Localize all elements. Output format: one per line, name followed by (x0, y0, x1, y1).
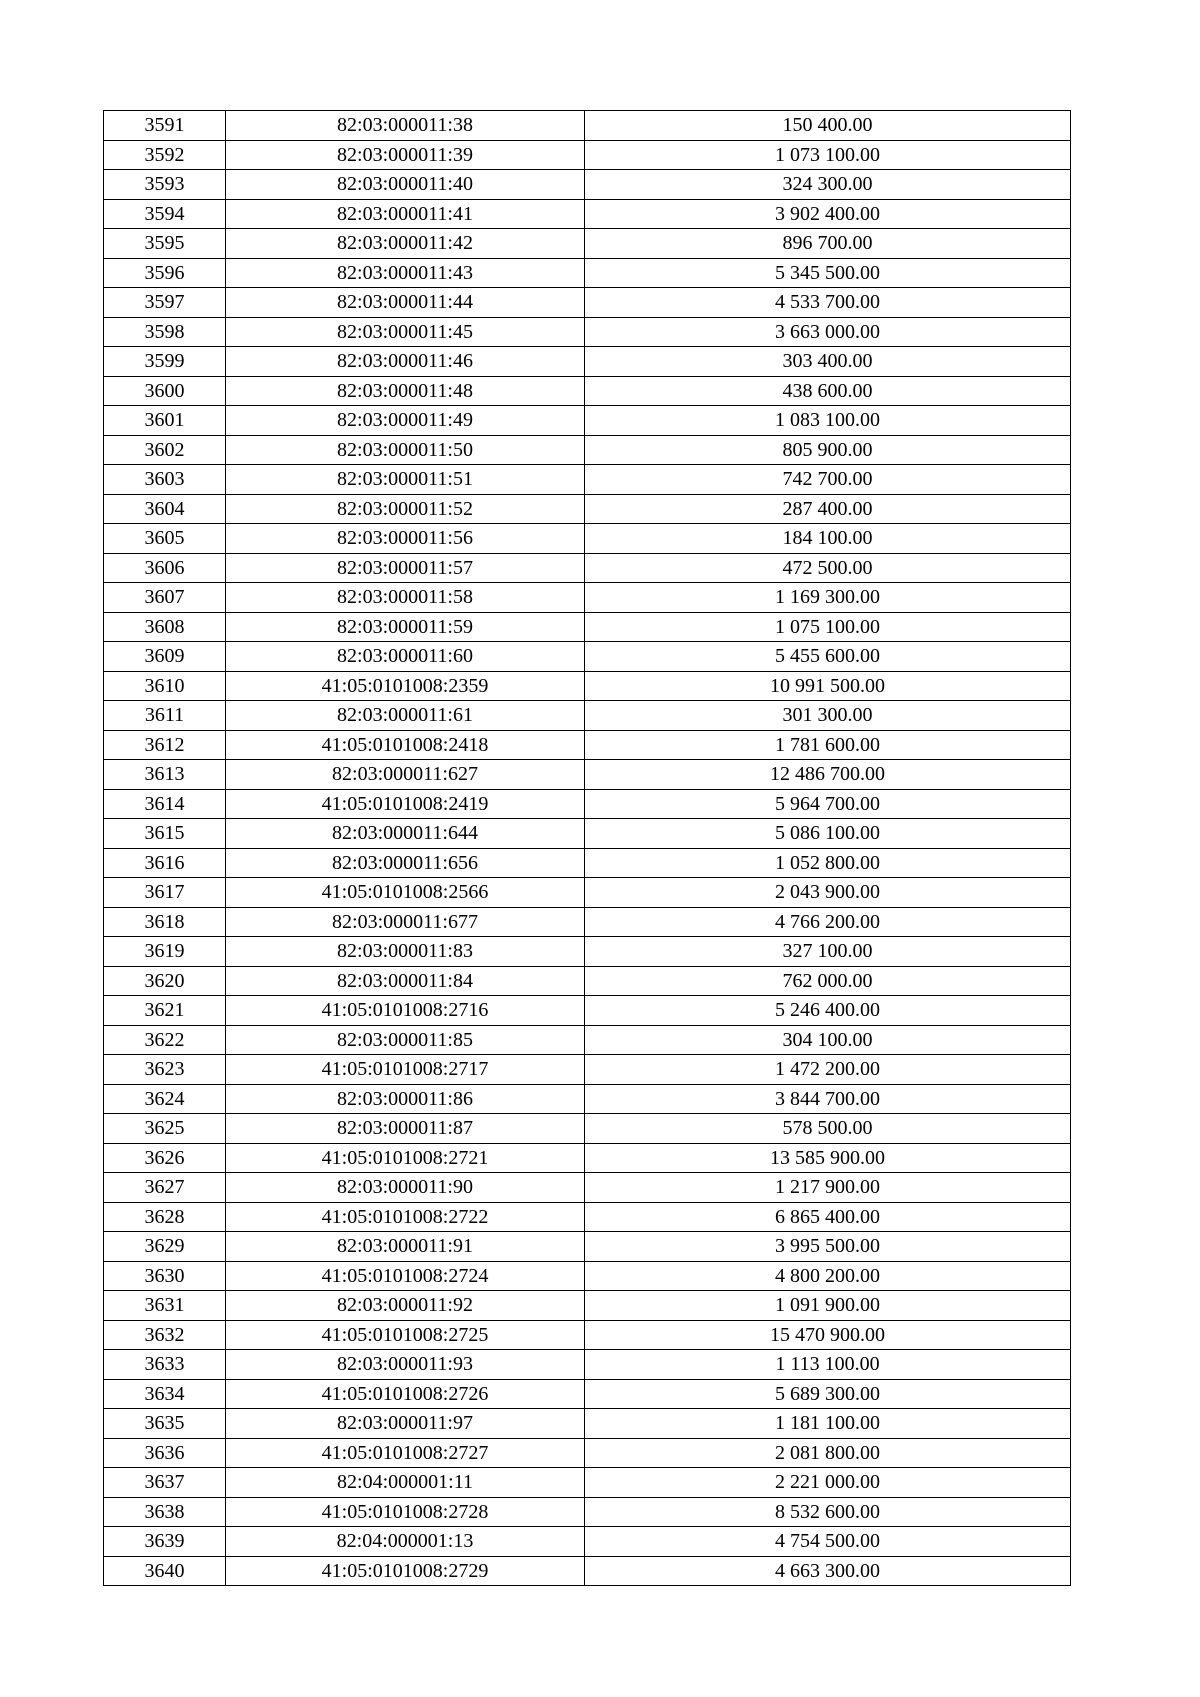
table-row (104, 1468, 1071, 1498)
row-number-cell: 3622 (104, 1025, 226, 1055)
table-row (104, 907, 1071, 937)
row-number-cell: 3599 (104, 347, 226, 377)
table-row (104, 1379, 1071, 1409)
cadastral-number-cell: 82:03:000011:627 (226, 760, 585, 790)
table-row (104, 819, 1071, 849)
cadastral-value-cell: 4 754 500.00 (585, 1527, 1071, 1557)
cadastral-value-cell: 438 600.00 (585, 376, 1071, 406)
row-number-cell: 3639 (104, 1527, 226, 1557)
cadastral-number-cell: 82:03:000011:60 (226, 642, 585, 672)
row-number-cell: 3631 (104, 1291, 226, 1321)
cadastral-number-cell: 82:03:000011:57 (226, 553, 585, 583)
row-number-cell: 3606 (104, 553, 226, 583)
table-row (104, 347, 1071, 377)
table-body (104, 111, 1071, 1586)
row-number-cell: 3630 (104, 1261, 226, 1291)
cadastral-value-cell: 184 100.00 (585, 524, 1071, 554)
table-row (104, 1438, 1071, 1468)
table-row (104, 730, 1071, 760)
cadastral-value-cell: 13 585 900.00 (585, 1143, 1071, 1173)
table-row (104, 612, 1071, 642)
cadastral-number-cell: 41:05:0101008:2727 (226, 1438, 585, 1468)
cadastral-value-cell: 5 246 400.00 (585, 996, 1071, 1026)
cadastral-number-cell: 82:03:000011:92 (226, 1291, 585, 1321)
cadastral-value-cell: 5 345 500.00 (585, 258, 1071, 288)
table-row (104, 494, 1071, 524)
cadastral-value-cell: 5 689 300.00 (585, 1379, 1071, 1409)
cadastral-number-cell: 82:03:000011:46 (226, 347, 585, 377)
cadastral-value-cell: 3 844 700.00 (585, 1084, 1071, 1114)
row-number-cell: 3592 (104, 140, 226, 170)
row-number-cell: 3609 (104, 642, 226, 672)
cadastral-value-cell: 2 221 000.00 (585, 1468, 1071, 1498)
cadastral-value-cell: 1 052 800.00 (585, 848, 1071, 878)
row-number-cell: 3633 (104, 1350, 226, 1380)
cadastral-number-cell: 82:03:000011:39 (226, 140, 585, 170)
cadastral-number-cell: 82:03:000011:45 (226, 317, 585, 347)
table-row (104, 996, 1071, 1026)
row-number-cell: 3636 (104, 1438, 226, 1468)
cadastral-value-cell: 2 081 800.00 (585, 1438, 1071, 1468)
table-row (104, 1055, 1071, 1085)
row-number-cell: 3598 (104, 317, 226, 347)
cadastral-number-cell: 82:03:000011:48 (226, 376, 585, 406)
table-row (104, 199, 1071, 229)
cadastral-value-cell: 1 181 100.00 (585, 1409, 1071, 1439)
row-number-cell: 3604 (104, 494, 226, 524)
table-row (104, 317, 1071, 347)
table-row (104, 878, 1071, 908)
cadastral-value-cell: 805 900.00 (585, 435, 1071, 465)
table-row (104, 524, 1071, 554)
row-number-cell: 3595 (104, 229, 226, 259)
row-number-cell: 3621 (104, 996, 226, 1026)
row-number-cell: 3638 (104, 1497, 226, 1527)
table-row (104, 1084, 1071, 1114)
table-row (104, 140, 1071, 170)
row-number-cell: 3594 (104, 199, 226, 229)
cadastral-number-cell: 82:03:000011:58 (226, 583, 585, 613)
cadastral-number-cell: 82:03:000011:644 (226, 819, 585, 849)
row-number-cell: 3611 (104, 701, 226, 731)
cadastral-value-cell: 15 470 900.00 (585, 1320, 1071, 1350)
cadastral-number-cell: 82:03:000011:49 (226, 406, 585, 436)
cadastral-number-cell: 41:05:0101008:2728 (226, 1497, 585, 1527)
row-number-cell: 3632 (104, 1320, 226, 1350)
row-number-cell: 3603 (104, 465, 226, 495)
cadastral-number-cell: 41:05:0101008:2418 (226, 730, 585, 760)
table-row (104, 937, 1071, 967)
cadastral-value-cell: 150 400.00 (585, 111, 1071, 141)
cadastral-value-cell: 327 100.00 (585, 937, 1071, 967)
cadastral-value-cell: 304 100.00 (585, 1025, 1071, 1055)
table-row (104, 258, 1071, 288)
row-number-cell: 3628 (104, 1202, 226, 1232)
table-row (104, 553, 1071, 583)
table-row (104, 435, 1071, 465)
cadastral-number-cell: 82:03:000011:85 (226, 1025, 585, 1055)
cadastral-number-cell: 82:03:000011:677 (226, 907, 585, 937)
cadastral-value-cell: 1 075 100.00 (585, 612, 1071, 642)
cadastral-value-cell: 1 073 100.00 (585, 140, 1071, 170)
row-number-cell: 3635 (104, 1409, 226, 1439)
table-row (104, 1025, 1071, 1055)
cadastral-value-cell: 5 455 600.00 (585, 642, 1071, 672)
cadastral-value-cell: 10 991 500.00 (585, 671, 1071, 701)
cadastral-number-cell: 82:03:000011:51 (226, 465, 585, 495)
table-row (104, 465, 1071, 495)
cadastral-number-cell: 82:03:000011:90 (226, 1173, 585, 1203)
cadastral-value-cell: 2 043 900.00 (585, 878, 1071, 908)
row-number-cell: 3596 (104, 258, 226, 288)
cadastral-value-cell: 4 533 700.00 (585, 288, 1071, 318)
cadastral-number-cell: 82:03:000011:52 (226, 494, 585, 524)
cadastral-value-cell: 1 083 100.00 (585, 406, 1071, 436)
row-number-cell: 3640 (104, 1556, 226, 1586)
cadastral-value-cell: 742 700.00 (585, 465, 1071, 495)
cadastral-number-cell: 82:03:000011:59 (226, 612, 585, 642)
row-number-cell: 3607 (104, 583, 226, 613)
cadastral-number-cell: 41:05:0101008:2729 (226, 1556, 585, 1586)
cadastral-number-cell: 82:04:000001:11 (226, 1468, 585, 1498)
table-row (104, 1409, 1071, 1439)
table-row (104, 288, 1071, 318)
table-row (104, 848, 1071, 878)
row-number-cell: 3626 (104, 1143, 226, 1173)
cadastral-value-cell: 3 663 000.00 (585, 317, 1071, 347)
cadastral-number-cell: 82:03:000011:86 (226, 1084, 585, 1114)
cadastral-number-cell: 82:03:000011:61 (226, 701, 585, 731)
cadastral-number-cell: 41:05:0101008:2726 (226, 1379, 585, 1409)
row-number-cell: 3629 (104, 1232, 226, 1262)
row-number-cell: 3591 (104, 111, 226, 141)
cadastral-number-cell: 82:03:000011:56 (226, 524, 585, 554)
row-number-cell: 3605 (104, 524, 226, 554)
table-row (104, 1114, 1071, 1144)
cadastral-number-cell: 82:03:000011:87 (226, 1114, 585, 1144)
row-number-cell: 3620 (104, 966, 226, 996)
cadastral-number-cell: 82:03:000011:40 (226, 170, 585, 200)
row-number-cell: 3627 (104, 1173, 226, 1203)
cadastral-value-cell: 3 902 400.00 (585, 199, 1071, 229)
cadastral-number-cell: 82:03:000011:41 (226, 199, 585, 229)
row-number-cell: 3593 (104, 170, 226, 200)
table-row (104, 170, 1071, 200)
table-row (104, 1527, 1071, 1557)
cadastral-number-cell: 82:03:000011:84 (226, 966, 585, 996)
table-row (104, 111, 1071, 141)
cadastral-number-cell: 82:03:000011:44 (226, 288, 585, 318)
row-number-cell: 3637 (104, 1468, 226, 1498)
table-row (104, 229, 1071, 259)
row-number-cell: 3601 (104, 406, 226, 436)
table-row (104, 1291, 1071, 1321)
cadastral-number-cell: 82:04:000001:13 (226, 1527, 585, 1557)
cadastral-value-cell: 1 472 200.00 (585, 1055, 1071, 1085)
cadastral-value-cell: 5 086 100.00 (585, 819, 1071, 849)
row-number-cell: 3610 (104, 671, 226, 701)
row-number-cell: 3634 (104, 1379, 226, 1409)
table-row (104, 583, 1071, 613)
row-number-cell: 3612 (104, 730, 226, 760)
cadastral-value-cell: 1 169 300.00 (585, 583, 1071, 613)
cadastral-number-cell: 82:03:000011:91 (226, 1232, 585, 1262)
row-number-cell: 3617 (104, 878, 226, 908)
row-number-cell: 3597 (104, 288, 226, 318)
table-row (104, 1320, 1071, 1350)
cadastral-value-cell: 578 500.00 (585, 1114, 1071, 1144)
cadastral-value-cell: 5 964 700.00 (585, 789, 1071, 819)
cadastral-number-cell: 41:05:0101008:2721 (226, 1143, 585, 1173)
cadastral-number-cell: 41:05:0101008:2359 (226, 671, 585, 701)
table-row (104, 1202, 1071, 1232)
table-row (104, 789, 1071, 819)
row-number-cell: 3618 (104, 907, 226, 937)
row-number-cell: 3600 (104, 376, 226, 406)
cadastral-value-cell: 896 700.00 (585, 229, 1071, 259)
cadastral-value-cell: 287 400.00 (585, 494, 1071, 524)
cadastral-value-cell: 301 300.00 (585, 701, 1071, 731)
table-row (104, 760, 1071, 790)
cadastral-value-cell: 4 663 300.00 (585, 1556, 1071, 1586)
cadastral-number-cell: 41:05:0101008:2717 (226, 1055, 585, 1085)
row-number-cell: 3608 (104, 612, 226, 642)
row-number-cell: 3623 (104, 1055, 226, 1085)
cadastral-value-cell: 1 091 900.00 (585, 1291, 1071, 1321)
row-number-cell: 3613 (104, 760, 226, 790)
cadastral-value-cell: 303 400.00 (585, 347, 1071, 377)
cadastral-value-cell: 6 865 400.00 (585, 1202, 1071, 1232)
cadastral-number-cell: 82:03:000011:97 (226, 1409, 585, 1439)
row-number-cell: 3602 (104, 435, 226, 465)
row-number-cell: 3625 (104, 1114, 226, 1144)
cadastral-value-cell: 4 766 200.00 (585, 907, 1071, 937)
row-number-cell: 3619 (104, 937, 226, 967)
table-row (104, 1261, 1071, 1291)
row-number-cell: 3614 (104, 789, 226, 819)
row-number-cell: 3624 (104, 1084, 226, 1114)
cadastral-value-cell: 762 000.00 (585, 966, 1071, 996)
cadastral-value-cell: 1 781 600.00 (585, 730, 1071, 760)
cadastral-value-cell: 3 995 500.00 (585, 1232, 1071, 1262)
table-row (104, 1173, 1071, 1203)
table-row (104, 966, 1071, 996)
cadastral-number-cell: 82:03:000011:42 (226, 229, 585, 259)
cadastral-value-cell: 1 217 900.00 (585, 1173, 1071, 1203)
cadastral-number-cell: 41:05:0101008:2724 (226, 1261, 585, 1291)
cadastral-number-cell: 82:03:000011:93 (226, 1350, 585, 1380)
cadastral-value-cell: 8 532 600.00 (585, 1497, 1071, 1527)
cadastral-number-cell: 41:05:0101008:2725 (226, 1320, 585, 1350)
table-row (104, 642, 1071, 672)
cadastral-value-cell: 1 113 100.00 (585, 1350, 1071, 1380)
cadastral-value-cell: 4 800 200.00 (585, 1261, 1071, 1291)
cadastral-value-cell: 12 486 700.00 (585, 760, 1071, 790)
cadastral-number-cell: 82:03:000011:43 (226, 258, 585, 288)
table-row (104, 406, 1071, 436)
table-row (104, 701, 1071, 731)
row-number-cell: 3615 (104, 819, 226, 849)
cadastral-number-cell: 82:03:000011:50 (226, 435, 585, 465)
table-row (104, 376, 1071, 406)
table-row (104, 1350, 1071, 1380)
cadastral-value-cell: 324 300.00 (585, 170, 1071, 200)
cadastral-number-cell: 82:03:000011:656 (226, 848, 585, 878)
cadastral-number-cell: 41:05:0101008:2419 (226, 789, 585, 819)
cadastral-value-table (103, 110, 1071, 1586)
cadastral-number-cell: 82:03:000011:38 (226, 111, 585, 141)
cadastral-number-cell: 82:03:000011:83 (226, 937, 585, 967)
table-row (104, 1556, 1071, 1586)
table-row (104, 671, 1071, 701)
row-number-cell: 3616 (104, 848, 226, 878)
table-row (104, 1232, 1071, 1262)
cadastral-number-cell: 41:05:0101008:2722 (226, 1202, 585, 1232)
cadastral-number-cell: 41:05:0101008:2566 (226, 878, 585, 908)
cadastral-value-cell: 472 500.00 (585, 553, 1071, 583)
cadastral-number-cell: 41:05:0101008:2716 (226, 996, 585, 1026)
table-row (104, 1497, 1071, 1527)
table-row (104, 1143, 1071, 1173)
